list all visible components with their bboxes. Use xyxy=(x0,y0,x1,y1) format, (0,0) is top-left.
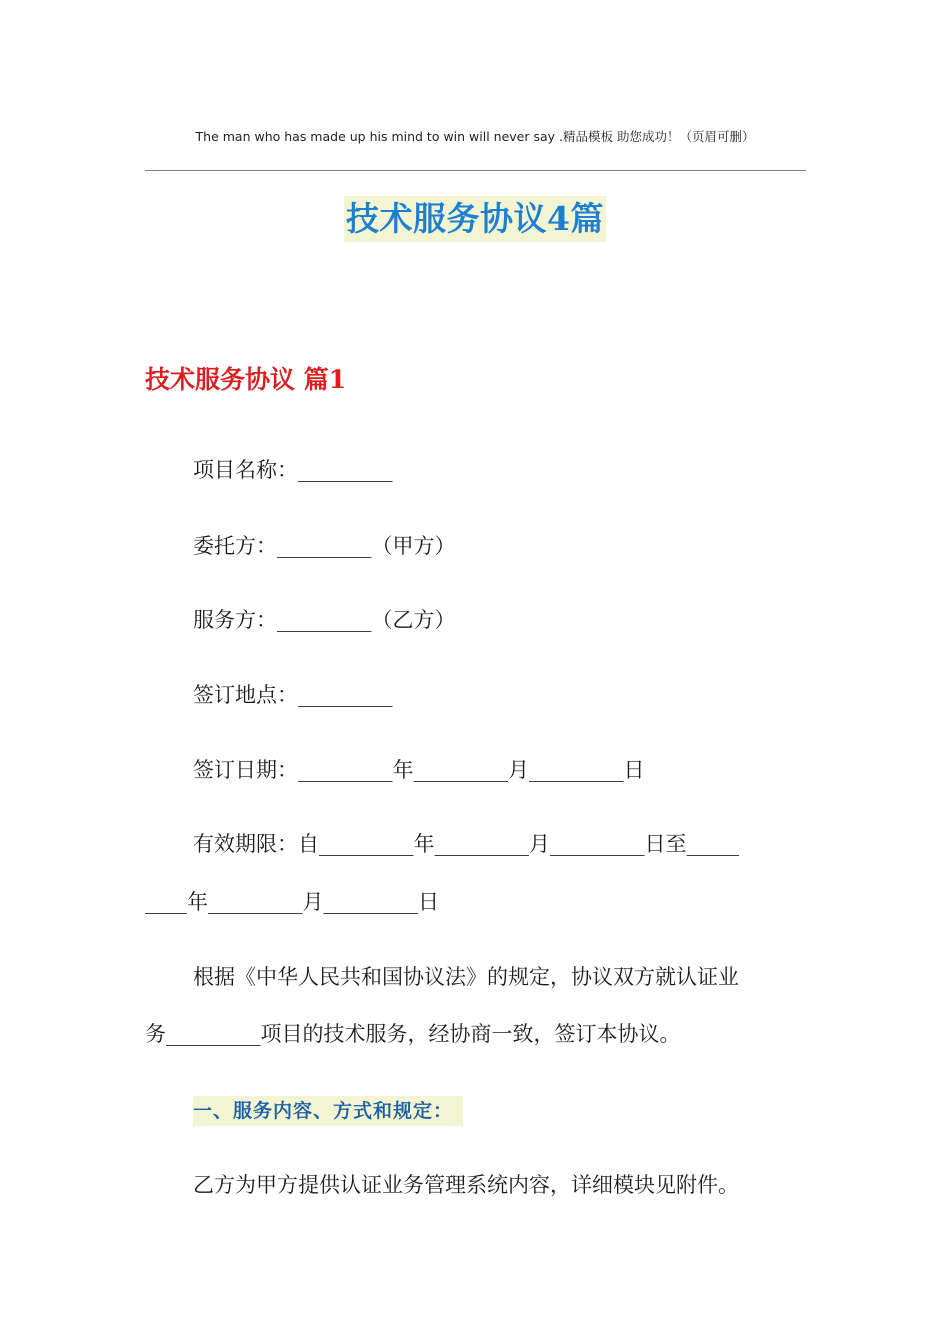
field-project-name: 项目名称：_________ xyxy=(193,458,393,482)
document-title-text: 技术服务协议4篇 xyxy=(344,196,606,242)
field-date: 签订日期：_________年_________月_________日 xyxy=(193,758,645,782)
section-title: 技术服务协议 篇1 xyxy=(145,365,347,394)
field-validity-line2: ____年_________月_________日 xyxy=(145,890,439,914)
paragraph-2: 乙方为甲方提供认证业务管理系统内容，详细模块见附件。 xyxy=(193,1173,739,1197)
page-header-text: The man who has made up his mind to win will never say .精品模板 助您成功！（页眉可删） xyxy=(195,129,755,144)
paragraph-1-line-2: 务_________项目的技术服务，经协商一致，签订本协议。 xyxy=(145,1022,681,1046)
field-client: 委托方：_________（甲方） xyxy=(193,534,456,558)
field-location: 签订地点：_________ xyxy=(193,683,393,707)
subheading-service-content: 一、服务内容、方式和规定： xyxy=(193,1096,463,1126)
header-divider xyxy=(145,170,806,171)
field-validity-line1: 有效期限：自_________年_________月_________日至_____ xyxy=(193,832,739,856)
paragraph-1-line-1: 根据《中华人民共和国协议法》的规定，协议双方就认证业 xyxy=(193,965,739,989)
document-title xyxy=(0,196,950,242)
field-provider: 服务方：_________（乙方） xyxy=(193,608,456,632)
